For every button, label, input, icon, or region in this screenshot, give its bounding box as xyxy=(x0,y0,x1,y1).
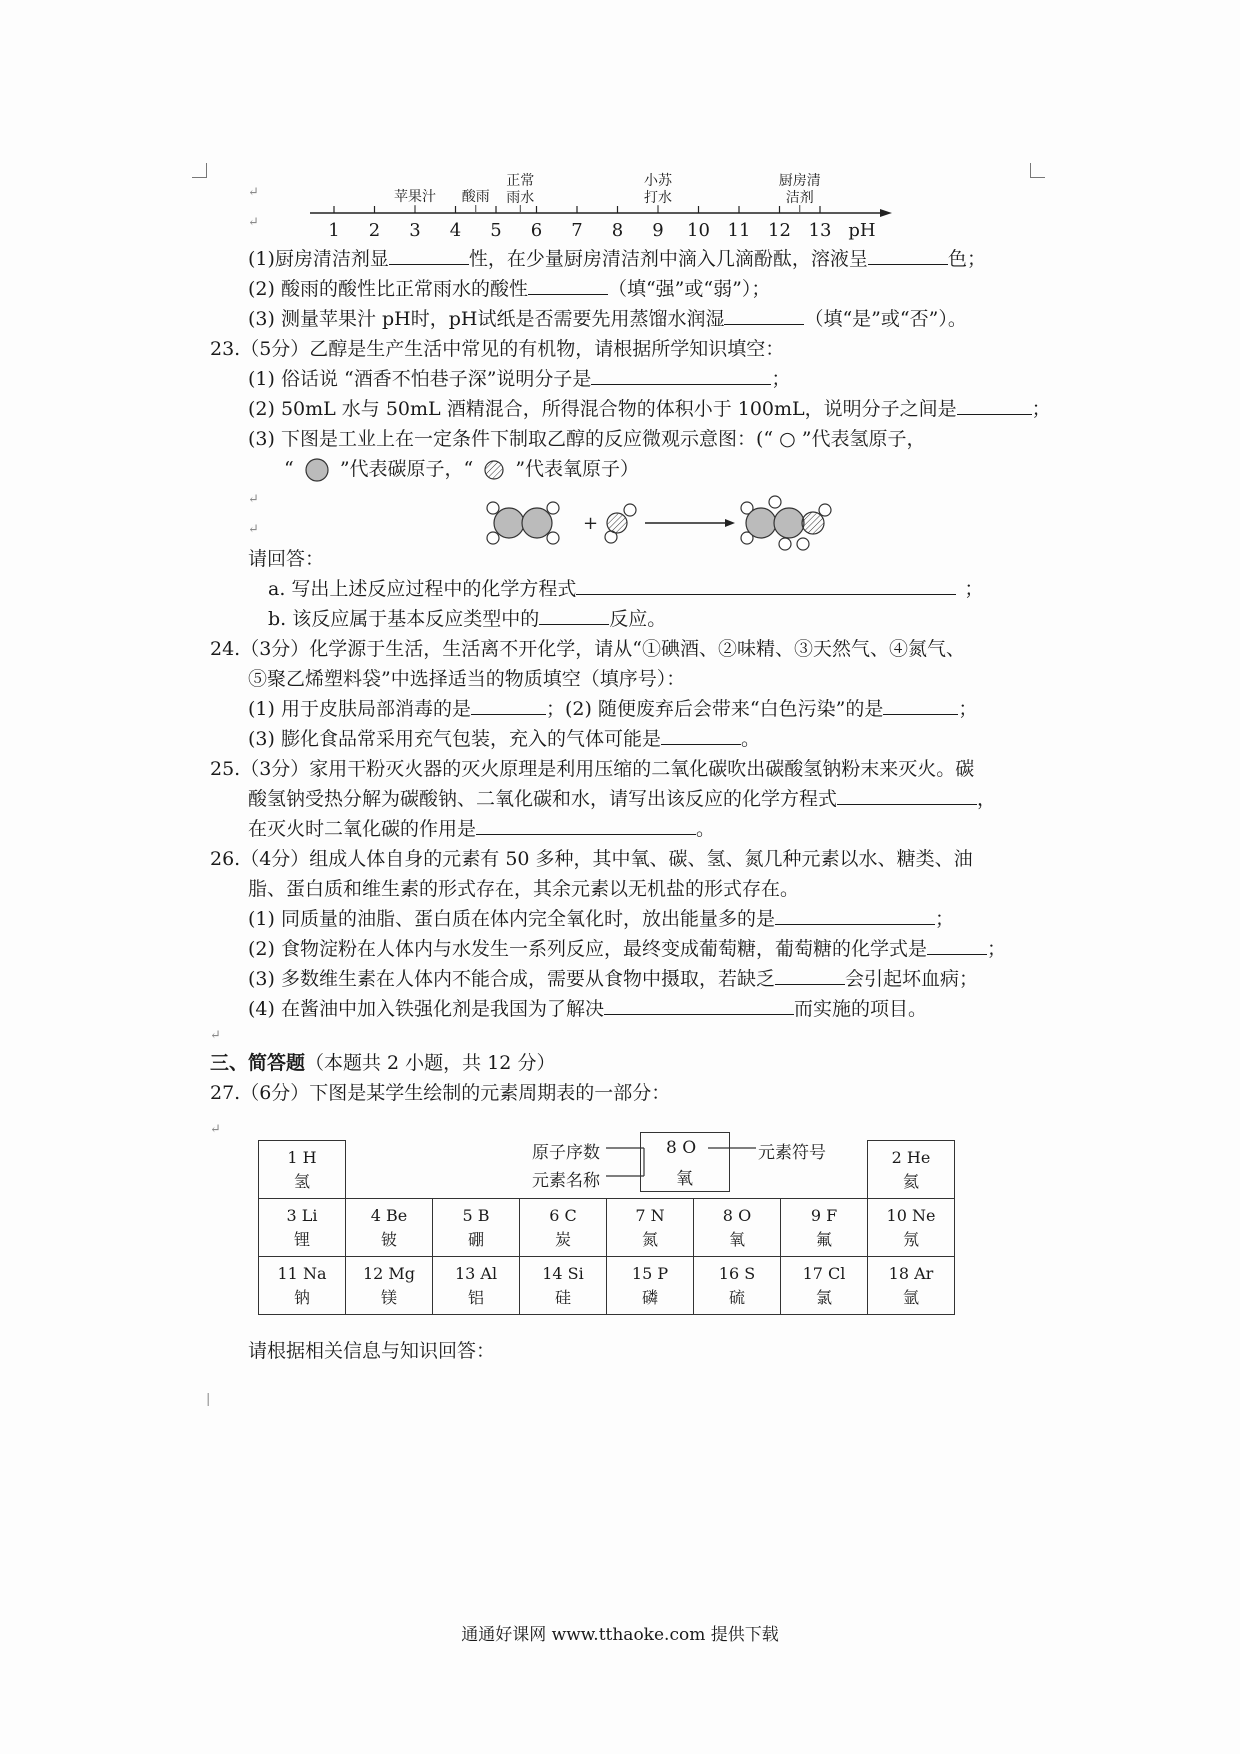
element-cell xyxy=(694,1199,781,1257)
ph-tick-label: 6 xyxy=(530,220,543,241)
answer-blank[interactable] xyxy=(528,278,608,295)
q23-sub-b-text: b. 该反应属于基本反应类型中的 xyxy=(268,608,540,630)
paragraph-mark: ↵ xyxy=(248,492,259,507)
q25-line-1: 25.（3分）家用干粉灭火器的灭火原理是利用压缩的二氧化碳吹出碳酸氢钠粉末来灭火。碳 xyxy=(210,758,975,780)
element-name: 氖 xyxy=(902,1229,919,1249)
ethylene-molecule xyxy=(487,502,559,544)
q26-item-3 xyxy=(248,968,978,990)
answer-blank[interactable] xyxy=(576,578,956,595)
q24-line-2: ⑤聚乙烯塑料袋”中选择适当的物质填空（填序号）： xyxy=(248,668,686,690)
q23-item-2-end: ； xyxy=(1031,398,1051,420)
ph-tick-label: 3 xyxy=(409,220,421,241)
page-footer: 通通好课网 www.tthaoke.com 提供下载 xyxy=(461,1625,779,1645)
element-symbol: 13 Al xyxy=(454,1263,498,1283)
reaction-arrow-head xyxy=(725,519,735,527)
element-cell xyxy=(781,1257,868,1315)
element-symbol: 5 B xyxy=(462,1205,490,1225)
ph-tick-label: 1 xyxy=(328,220,340,241)
answer-blank[interactable] xyxy=(724,308,804,325)
section-3-note: （本题共 2 小题，共 12 分） xyxy=(305,1052,556,1074)
legend-carbon-text: ”代表碳原子，“ xyxy=(339,458,474,480)
q25-line-2 xyxy=(248,788,996,810)
q23-item-3: (3) 下图是工业上在一定条件下制取乙醇的反应微观示意图：(“ ○ ”代表氢原子， xyxy=(248,428,926,450)
element-name: 硫 xyxy=(728,1287,745,1307)
q24-line-3 xyxy=(248,698,977,720)
q23-item-3-legend xyxy=(284,458,639,482)
q25-line-3-text: 在灭火时二氧化碳的作用是 xyxy=(248,818,477,840)
element-cell xyxy=(346,1199,433,1257)
corner-mark-top-right xyxy=(1030,163,1045,178)
ethanol-reaction-diagram xyxy=(485,488,845,558)
q27-follow-up: 请根据相关信息与知识回答： xyxy=(248,1340,496,1362)
legend-sample-name: 氧 xyxy=(676,1169,693,1189)
element-name: 硅 xyxy=(554,1287,571,1307)
legend-pointer-lines xyxy=(520,1130,1000,1190)
section-3-heading xyxy=(210,1052,555,1074)
q24-line-1: 24.（3分）化学源于生活，生活离不开化学，请从“①碘酒、②味精、③天然气、④氮气、 xyxy=(210,638,966,660)
q24-item-2-text: ；(2) 随便废弃后会带来“白色污染”的是 xyxy=(545,698,884,720)
element-symbol: 17 Cl xyxy=(802,1263,846,1283)
q22-item-2-part-a: (2) 酸雨的酸性比正常雨水的酸性 xyxy=(248,278,528,300)
element-cell xyxy=(433,1257,520,1315)
q26-line-2: 脂、蛋白质和维生素的形式存在，其余元素以无机盐的形式存在。 xyxy=(248,878,800,900)
ph-substance-label: 酸雨 xyxy=(461,189,490,205)
element-symbol: 3 Li xyxy=(286,1205,318,1225)
ph-tick-label: 4 xyxy=(449,220,462,241)
q26-item-3-end: 会引起坏血病； xyxy=(844,968,978,990)
q23-item-1-end: ； xyxy=(771,368,791,390)
element-symbol: 8 O xyxy=(722,1205,752,1225)
corner-mark-top-left xyxy=(192,163,207,178)
element-symbol: 4 Be xyxy=(370,1205,408,1225)
ph-tick-label: 12 xyxy=(768,220,791,241)
answer-blank[interactable] xyxy=(604,998,794,1015)
plus-sign: + xyxy=(583,513,599,534)
answer-blank[interactable] xyxy=(539,608,609,625)
q22-item-2-part-b: （填“强”或“弱”）； xyxy=(607,278,771,300)
element-cell xyxy=(520,1257,607,1315)
answer-blank[interactable] xyxy=(868,248,948,265)
element-symbol: 14 Si xyxy=(542,1263,584,1283)
q23-sub-a xyxy=(268,578,983,600)
element-symbol: 7 N xyxy=(635,1205,665,1225)
element-symbol: 16 S xyxy=(718,1263,756,1283)
ph-axis-arrow xyxy=(880,209,892,217)
q22-item-3 xyxy=(248,308,967,330)
element-symbol: 11 Na xyxy=(277,1263,327,1283)
element-cell xyxy=(607,1257,694,1315)
q23-please-answer: 请回答： xyxy=(248,548,325,570)
q26-line-1: 26.（4分）组成人体自身的元素有 50 多种，其中氧、碳、氢、氮几种元素以水、糖类、油 xyxy=(210,848,973,870)
ph-substance-label: 小苏 打水 xyxy=(644,173,672,206)
q23-sub-a-text: a. 写出上述反应过程中的化学方程式 xyxy=(268,578,577,600)
element-name: 氢 xyxy=(293,1171,310,1191)
q26-item-2-end: ； xyxy=(986,938,1006,960)
element-cell xyxy=(259,1257,346,1315)
q26-item-1-text: (1) 同质量的油脂、蛋白质在体内完全氧化时，放出能量多的是 xyxy=(248,908,775,930)
ph-tick-label: 11 xyxy=(727,220,751,241)
element-name: 硼 xyxy=(467,1229,484,1249)
ph-substance-label: 厨房清 洁剂 xyxy=(778,173,821,206)
ph-substance-label: 正常 雨水 xyxy=(506,173,535,206)
paragraph-mark: ↵ xyxy=(210,1028,221,1043)
carbon-atom-icon xyxy=(300,458,334,482)
answer-blank[interactable] xyxy=(927,938,987,955)
water-molecule xyxy=(605,504,636,543)
element-symbol: 12 Mg xyxy=(362,1263,416,1283)
answer-blank[interactable] xyxy=(471,698,546,715)
answer-blank[interactable] xyxy=(883,698,958,715)
answer-blank[interactable] xyxy=(389,248,469,265)
answer-blank[interactable] xyxy=(661,728,741,745)
element-cell xyxy=(868,1257,955,1315)
element-cell xyxy=(346,1257,433,1315)
element-symbol: 2 He xyxy=(891,1147,931,1167)
q26-item-2 xyxy=(248,938,1006,960)
paragraph-mark: ↵ xyxy=(210,1122,221,1137)
q22-item-3-part-b: （填“是”或“否”）。 xyxy=(804,308,967,330)
q26-item-2-text: (2) 食物淀粉在人体内与水发生一系列反应，最终变成葡萄糖，葡萄糖的化学式是 xyxy=(248,938,927,960)
q24-item-3-end: 。 xyxy=(740,728,760,750)
element-symbol: 6 C xyxy=(549,1205,577,1225)
ph-unit-label: pH xyxy=(848,220,876,241)
legend-oxygen-text: ”代表氧原子） xyxy=(515,458,640,480)
element-name: 氟 xyxy=(815,1229,832,1249)
q23-sub-a-end: ； xyxy=(964,578,984,600)
q27-heading: 27.（6分）下图是某学生绘制的元素周期表的一部分： xyxy=(210,1082,671,1104)
section-3-title: 三、简答题 xyxy=(210,1052,306,1074)
legend-sample-symbol: 8 O xyxy=(666,1138,697,1158)
element-symbol: 15 P xyxy=(631,1263,669,1283)
q25-line-2-text: 酸氢钠受热分解为碳酸钠、二氧化碳和水，请写出该反应的化学方程式 xyxy=(248,788,838,810)
q26-item-4 xyxy=(248,998,927,1020)
answer-blank[interactable] xyxy=(591,368,771,385)
element-name: 氦 xyxy=(902,1171,919,1191)
periodic-row-3 xyxy=(259,1257,955,1315)
q23-sub-b xyxy=(268,608,666,630)
element-name: 磷 xyxy=(641,1287,658,1307)
element-name: 锂 xyxy=(293,1229,310,1249)
element-symbol: 1 H xyxy=(287,1147,317,1167)
ph-tick-label: 5 xyxy=(490,220,502,241)
q26-item-4-end: 而实施的项目。 xyxy=(793,998,927,1020)
element-name: 铝 xyxy=(467,1287,484,1307)
q23-item-2 xyxy=(248,398,1051,420)
q26-item-4-text: (4) 在酱油中加入铁强化剂是我国为了解决 xyxy=(248,998,604,1020)
element-symbol: 9 F xyxy=(810,1205,838,1225)
element-symbol: 10 Ne xyxy=(886,1205,936,1225)
element-name: 氧 xyxy=(728,1229,745,1249)
q24-item-2-end: ； xyxy=(958,698,978,720)
element-name: 氩 xyxy=(902,1287,919,1307)
q23-heading: 23.（5分）乙醇是生产生活中常见的有机物，请根据所学知识填空： xyxy=(210,338,785,360)
q22-item-3-part-a: (3) 测量苹果汁 pH时，pH试纸是否需要先用蒸馏水润湿 xyxy=(248,308,725,330)
element-cell xyxy=(259,1199,346,1257)
answer-blank[interactable] xyxy=(775,908,935,925)
q22-item-1 xyxy=(248,248,986,270)
answer-blank[interactable] xyxy=(775,968,845,985)
ph-tick-label: 7 xyxy=(571,220,583,241)
answer-blank[interactable] xyxy=(476,818,696,835)
oxygen-atom-icon xyxy=(479,458,509,482)
q24-line-4 xyxy=(248,728,760,750)
ph-tick-label: 13 xyxy=(808,220,832,241)
q25-line-3-end: 。 xyxy=(696,818,716,840)
q24-item-3-text: (3) 膨化食品常采用充气包装，充入的气体可能是 xyxy=(248,728,661,750)
element-name: 氯 xyxy=(815,1287,832,1307)
element-name: 铍 xyxy=(380,1229,397,1249)
q25-line-2-end: ， xyxy=(977,788,997,810)
ph-tick-label: 8 xyxy=(611,220,624,241)
answer-blank[interactable] xyxy=(957,398,1032,415)
q26-item-1-end: ； xyxy=(934,908,954,930)
element-name: 炭 xyxy=(554,1229,571,1249)
element-name: 钠 xyxy=(293,1287,310,1307)
q23-item-2-text: (2) 50mL 水与 50mL 酒精混合，所得混合物的体积小于 100mL，说明分子之间是 xyxy=(248,398,957,420)
legend-atomic-number-label: 原子序数 xyxy=(532,1143,600,1163)
ph-tick-label: 2 xyxy=(368,220,381,241)
q22-item-1-part-b: 性，在少量厨房清洁剂中滴入几滴酚酞，溶液呈 xyxy=(468,248,868,270)
q22-item-1-part-a: (1)厨房清洁剂显 xyxy=(248,248,389,270)
periodic-row-2 xyxy=(259,1199,955,1257)
element-cell xyxy=(520,1199,607,1257)
element-symbol: 18 Ar xyxy=(888,1263,934,1283)
q23-item-1-text: (1) 俗话说 “酒香不怕巷子深”说明分子是 xyxy=(248,368,592,390)
q26-item-1 xyxy=(248,908,954,930)
q25-line-3 xyxy=(248,818,715,840)
paragraph-mark: ↵ xyxy=(248,215,259,230)
ph-tick-label: 9 xyxy=(652,220,664,241)
element-cell xyxy=(433,1199,520,1257)
ph-scale-diagram xyxy=(300,175,900,245)
q26-item-3-text: (3) 多数维生素在人体内不能合成，需要从食物中摄取，若缺乏 xyxy=(248,968,775,990)
q22-item-2 xyxy=(248,278,770,300)
element-cell xyxy=(694,1257,781,1315)
q23-sub-b-end: 反应。 xyxy=(609,608,667,630)
element-name: 氮 xyxy=(641,1229,658,1249)
legend-quote-open: “ xyxy=(284,458,294,480)
ph-tick-label: 10 xyxy=(687,220,710,241)
legend-symbol-label: 元素符号 xyxy=(758,1143,826,1163)
paragraph-mark: ↵ xyxy=(248,185,259,200)
element-cell xyxy=(607,1199,694,1257)
element-cell xyxy=(868,1199,955,1257)
legend-element-name-label: 元素名称 xyxy=(532,1171,600,1191)
ph-substance-label: 苹果汁 xyxy=(394,189,436,205)
q22-item-1-part-c: 色； xyxy=(947,248,986,270)
element-cell-h xyxy=(259,1141,346,1199)
q24-item-1-text: (1) 用于皮肤局部消毒的是 xyxy=(248,698,471,720)
page-bottom-mark: | xyxy=(206,1392,211,1407)
ethanol-molecule xyxy=(741,496,831,550)
q23-item-1 xyxy=(248,368,790,390)
element-name: 镁 xyxy=(380,1287,397,1307)
paragraph-mark: ↵ xyxy=(248,522,259,537)
element-cell xyxy=(781,1199,868,1257)
answer-blank[interactable] xyxy=(837,788,977,805)
